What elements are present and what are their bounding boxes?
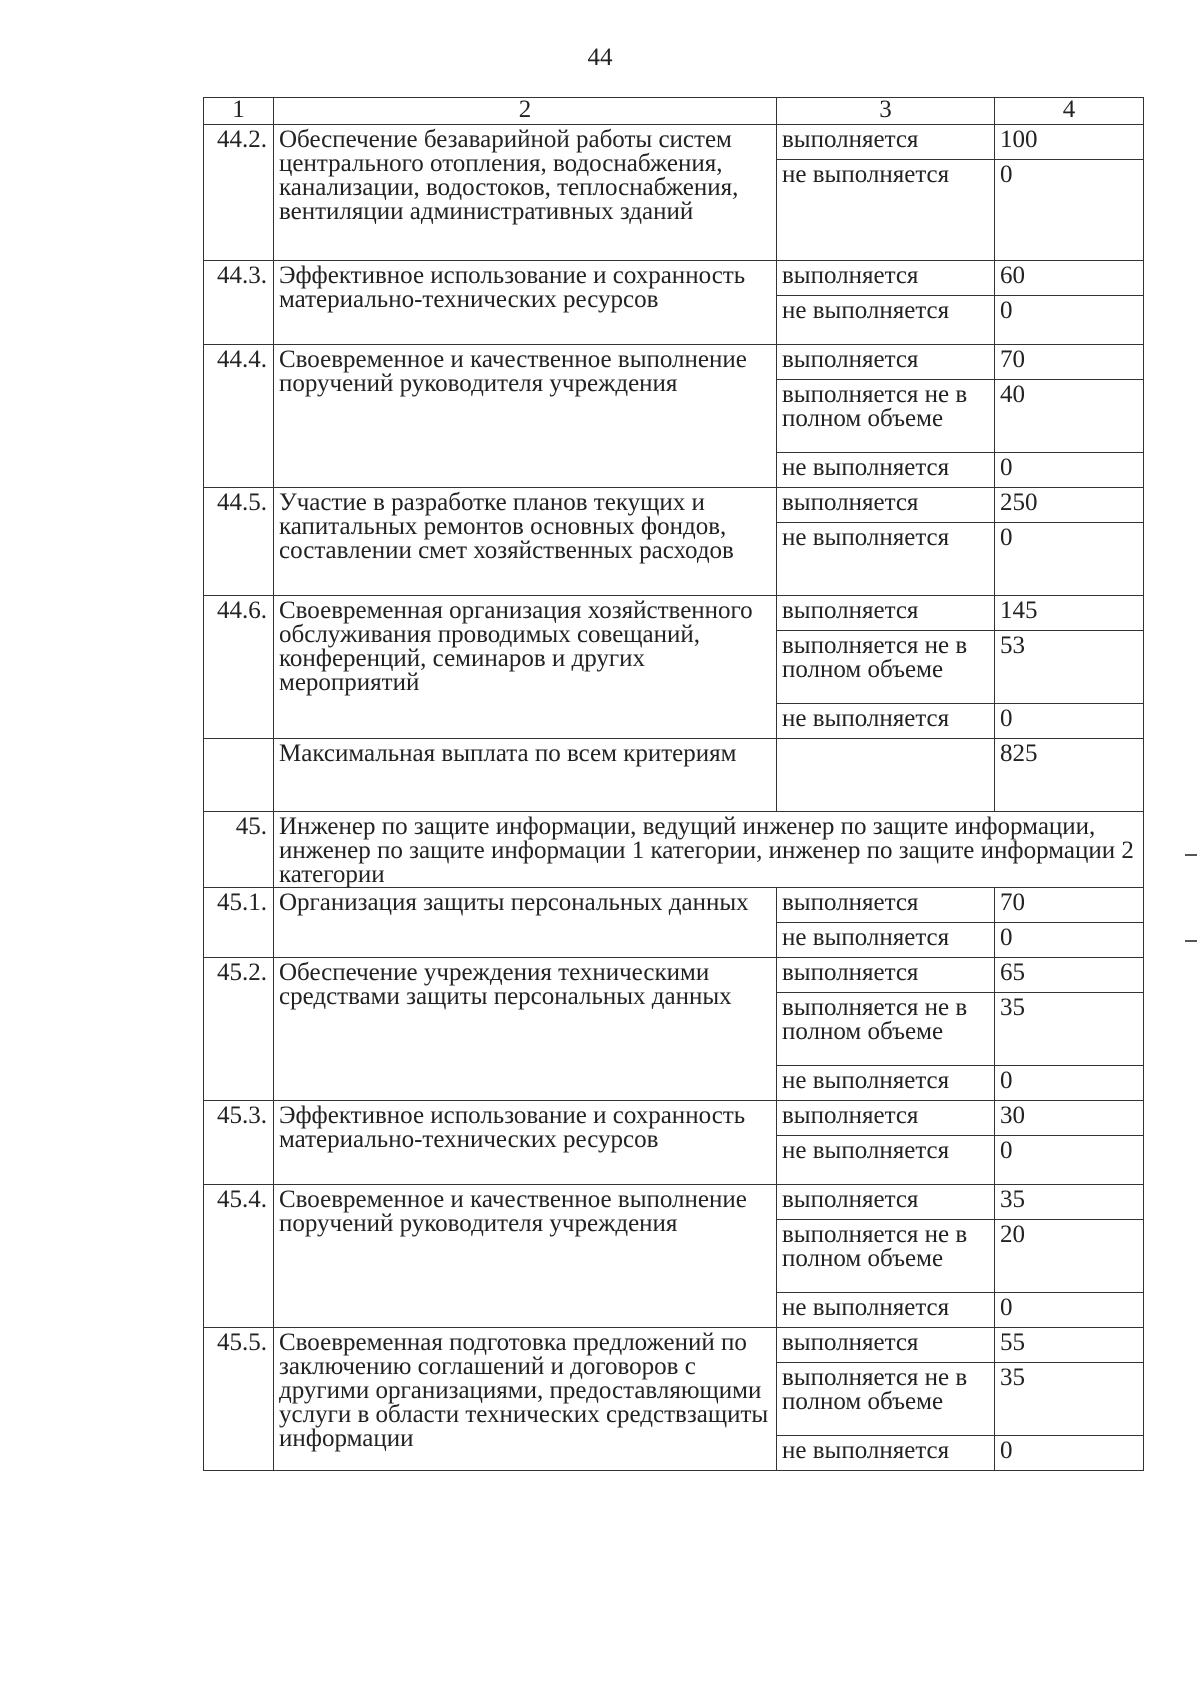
points-cell: 0 [995, 1293, 1144, 1328]
points-cell: 35 [995, 993, 1144, 1066]
criterion-number: 45.2. [204, 958, 274, 1101]
criterion-number [204, 739, 274, 812]
status-cell: не выполняется [777, 453, 995, 488]
criterion-text: Организация защиты персональных данных [274, 888, 777, 958]
criterion-row [204, 596, 1144, 631]
points-cell: 825 [995, 739, 1144, 812]
points-cell: 100 [995, 125, 1144, 160]
criterion-row [204, 888, 1144, 923]
criterion-number: 44.2. [204, 125, 274, 261]
points-cell: 0 [995, 523, 1144, 596]
column-header-2: 2 [274, 98, 777, 125]
status-cell: не выполняется [777, 1293, 995, 1328]
criterion-number: 45.5. [204, 1328, 274, 1471]
points-cell: 70 [995, 888, 1144, 923]
status-cell: не выполняется [777, 523, 995, 596]
criterion-number: 45.1. [204, 888, 274, 958]
points-cell: 35 [995, 1185, 1144, 1220]
points-cell: 60 [995, 261, 1144, 296]
criterion-text: Своевременное и качественное выполнение поручений руководителя учреждения [274, 1185, 777, 1328]
points-cell: 53 [995, 631, 1144, 704]
criterion-text: Максимальная выплата по всем критериям [274, 739, 777, 812]
criterion-text: Обеспечение учреждения техническими средствами защиты персональных данных [274, 958, 777, 1101]
points-cell: 250 [995, 488, 1144, 523]
status-cell: выполняется [777, 1185, 995, 1220]
max-payment-row [204, 739, 1144, 812]
points-cell: 0 [995, 704, 1144, 739]
criterion-text: Своевременная подготовка предложений по заключению соглашений и договоров с другими организациями, предоставляющими услуги в области технических средствзащиты информации [274, 1328, 777, 1471]
margin-mark-lower [1185, 940, 1197, 942]
points-cell: 55 [995, 1328, 1144, 1363]
status-cell: выполняется [777, 958, 995, 993]
status-cell: выполняется [777, 125, 995, 160]
status-cell: выполняется [777, 1101, 995, 1136]
criterion-number: 44.5. [204, 488, 274, 596]
criteria-table [203, 97, 1144, 1471]
status-cell: не выполняется [777, 296, 995, 345]
column-header-1: 1 [204, 98, 274, 125]
status-cell: выполняется не в полном объеме [777, 993, 995, 1066]
criterion-row [204, 345, 1144, 380]
criterion-number: 44.3. [204, 261, 274, 345]
criterion-text: Эффективное использование и сохранность материально-технических ресурсов [274, 1101, 777, 1185]
column-header-3: 3 [777, 98, 995, 125]
points-cell: 30 [995, 1101, 1144, 1136]
criterion-row [204, 958, 1144, 993]
section-number: 45. [204, 812, 274, 888]
criterion-row [204, 488, 1144, 523]
points-cell: 0 [995, 1066, 1144, 1101]
points-cell: 0 [995, 923, 1144, 958]
points-cell: 0 [995, 160, 1144, 261]
status-cell: выполняется [777, 596, 995, 631]
criterion-text: Своевременная организация хозяйственного обслуживания проводимых совещаний, конференций, семинаров и других мероприятий [274, 596, 777, 739]
points-cell: 65 [995, 958, 1144, 993]
criterion-row [204, 261, 1144, 296]
points-cell: 0 [995, 1436, 1144, 1471]
points-cell: 40 [995, 380, 1144, 453]
page-number: 44 [587, 44, 613, 71]
criterion-row [204, 125, 1144, 160]
criterion-text: Обеспечение безаварийной работы систем центрального отопления, водоснабжения, канализации, водостоков, теплоснабжения, вентиляции административных зданий [274, 125, 777, 261]
status-cell: выполняется [777, 1328, 995, 1363]
points-cell: 0 [995, 1136, 1144, 1185]
status-cell: выполняется не в полном объеме [777, 1363, 995, 1436]
status-cell: не выполняется [777, 923, 995, 958]
status-cell: выполняется не в полном объеме [777, 631, 995, 704]
column-header-4: 4 [995, 98, 1144, 125]
points-cell: 145 [995, 596, 1144, 631]
status-cell: не выполняется [777, 704, 995, 739]
margin-mark-upper [1185, 854, 1197, 856]
criterion-text: Своевременное и качественное выполнение поручений руководителя учреждения [274, 345, 777, 488]
status-cell: выполняется не в полном объеме [777, 1220, 995, 1293]
status-cell: не выполняется [777, 160, 995, 261]
status-cell: выполняется [777, 345, 995, 380]
criterion-number: 45.3. [204, 1101, 274, 1185]
section-row [204, 812, 1144, 888]
criterion-row [204, 1185, 1144, 1220]
status-cell: выполняется [777, 488, 995, 523]
points-cell: 0 [995, 453, 1144, 488]
status-cell: выполняется [777, 261, 995, 296]
header-row [204, 98, 1144, 125]
status-cell: не выполняется [777, 1136, 995, 1185]
criterion-text: Эффективное использование и сохранность материально-технических ресурсов [274, 261, 777, 345]
criterion-number: 45.4. [204, 1185, 274, 1328]
section-title: Инженер по защите информации, ведущий инженер по защите информации, инженер по защите информации 1 категории, инженер по защите информации 2 категории [274, 812, 1144, 888]
criterion-text: Участие в разработке планов текущих и капитальных ремонтов основных фондов, составлении смет хозяйственных расходов [274, 488, 777, 596]
criterion-row [204, 1328, 1144, 1363]
status-cell: выполняется не в полном объеме [777, 380, 995, 453]
status-cell: не выполняется [777, 1066, 995, 1101]
points-cell: 70 [995, 345, 1144, 380]
points-cell: 20 [995, 1220, 1144, 1293]
status-cell: не выполняется [777, 1436, 995, 1471]
status-cell: выполняется [777, 888, 995, 923]
criterion-number: 44.6. [204, 596, 274, 739]
status-cell [777, 739, 995, 812]
criterion-number: 44.4. [204, 345, 274, 488]
criterion-row [204, 1101, 1144, 1136]
points-cell: 35 [995, 1363, 1144, 1436]
points-cell: 0 [995, 296, 1144, 345]
